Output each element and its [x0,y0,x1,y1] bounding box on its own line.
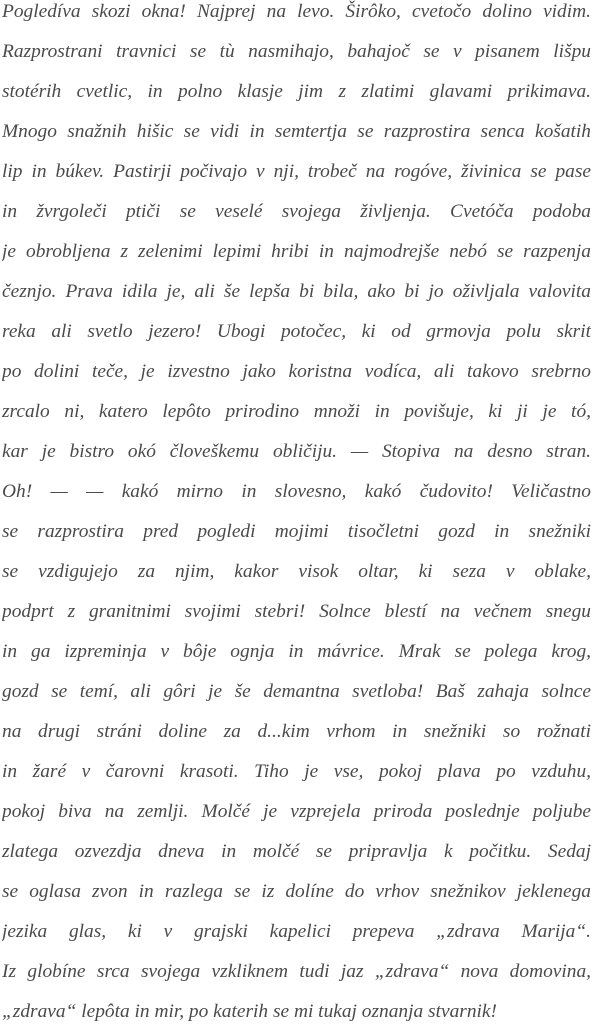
text-line: se vzdigujejo za njim, kakor visok oltar, ki seza v oblake, [2,561,591,582]
text-line: je obrobljena z zelenimi lepimi hribi in najmodrejše nebó se razpenja [2,241,591,262]
text-line: kar je bistro okó človeškemu obličiju. — Stopiva na desno stran. [2,441,591,462]
text-line: po dolini teče, je izvestno jako koristna vodíca, ali takovo srebrno [2,361,591,382]
text-line: čeznjo. Prava idila je, ali še lepša bi bila, ako bi jo oživljala valovita [2,281,591,302]
text-line: in ga izpreminja v bôje ognja in mávrice. Mrak se polega krog, [2,641,591,662]
text-line: zlatega ozvezdja dneva in molčé se pripravlja k počitku. Sedaj [2,841,591,862]
text-line: Oh! — — kakó mirno in slovesno, kakó čudovito! Veličastno [2,481,591,502]
text-line: se razprostira pred pogledi mojimi tisočletni gozd in snežniki [2,521,591,542]
text-line: zrcalo ni, katero lepôto prirodino množi in povišuje, ki ji je tó, [2,401,591,422]
text-line: in žaré v čarovni krasoti. Tiho je vse, pokoj plava po vzduhu, [2,761,591,782]
text-line: podprt z granitnimi svojimi stebri! Solnce blestí na večnem snegu [2,601,591,622]
text-line: reka ali svetlo jezero! Ubogi potočec, ki od grmovja polu skrit [2,321,591,342]
text-line: Razprostrani travnici se tù nasmihajo, bahajoč se v pisanem lišpu [2,41,591,62]
text-line: Mnogo snažnih hišic se vidi in semtertja se razprostira senca košatih [2,121,591,142]
text-line: lip in búkev. Pastirji počivajo v nji, trobeč na rogóve, živinica se pase [2,161,591,182]
text-line: na drugi stráni doline za d...kim vrhom in snežniki so rožnati [2,721,591,742]
text-line: Pogledíva skozi okna! Najprej na levo. Širôko, cvetočo dolino vidim. [2,1,591,22]
text-line: Iz globíne srca svojega vzkliknem tudi jaz „zdrava“ nova domovina, [2,961,591,982]
text-line: „zdrava“ lepôta in mir, po katerih se mi tukaj oznanja stvarnik! [2,1001,497,1022]
text-line: stotérih cvetlic, in polno klasje jim z zlatimi glavami prikimava. [2,81,591,102]
text-line: in žvrgoleči ptiči se veselé svojega življenja. Cvetóča podoba [2,201,591,222]
text-line: gozd se temí, ali gôri je še demantna svetloba! Baš zahaja solnce [2,681,591,702]
text-line: se oglasa zvon in razlega se iz dolíne do vrhov snežnikov jeklenega [2,881,591,902]
text-line: pokoj biva na zemlji. Molčé je vzprejela priroda poslednje poljube [2,801,591,822]
text-line: jezika glas, ki v grajski kapelici prepeva „zdrava Marija“. [2,921,591,942]
